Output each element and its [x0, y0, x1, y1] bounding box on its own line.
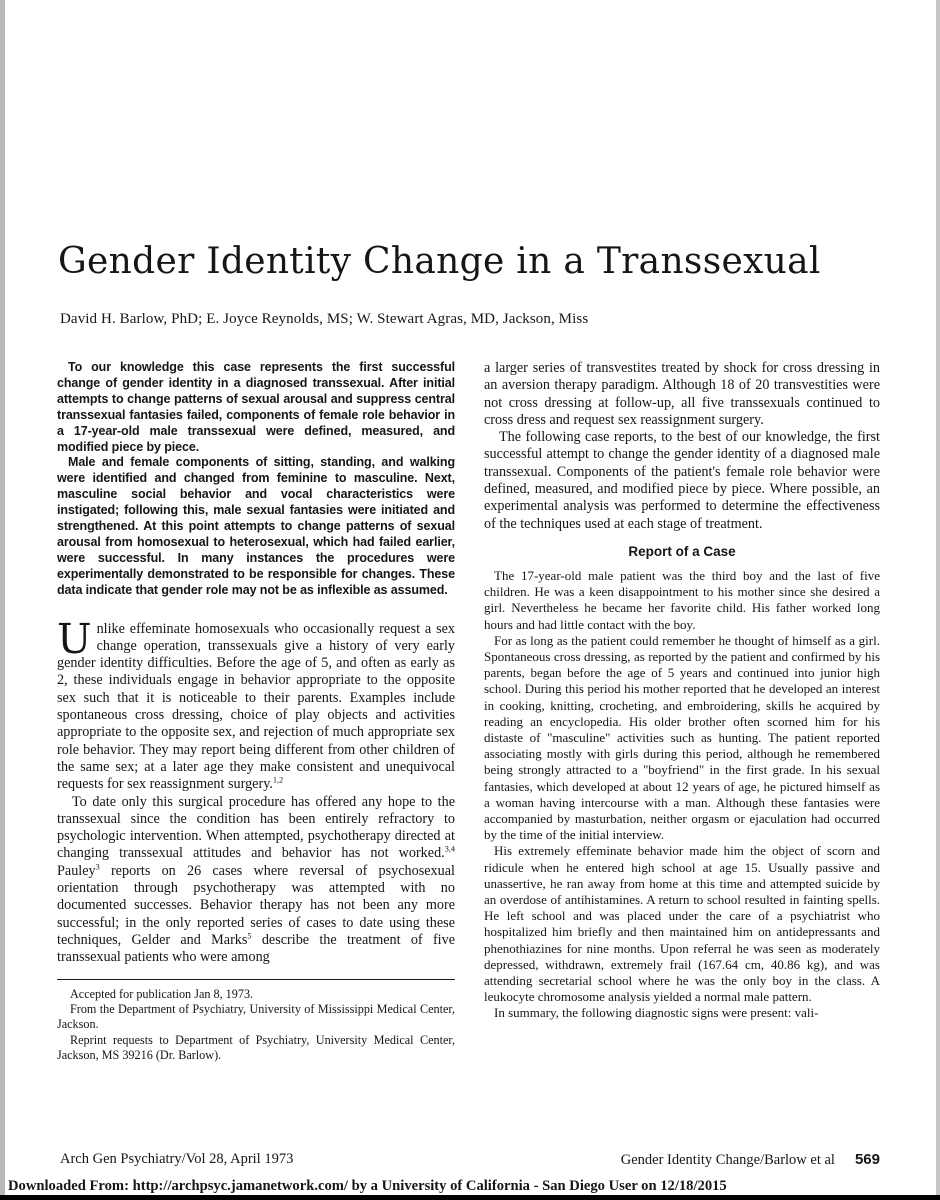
citation-sup-gelder-marks: 5	[247, 931, 252, 941]
case-para-1: The 17-year-old male patient was the third boy and the last of five children. He was a keen disappointment to his mother since she desired a girl. Nevertheless he became her favorite child. His father worked long hours and had little contact with the boy.	[484, 567, 880, 632]
citation-sup-pauley: 3	[95, 862, 100, 872]
intro-para-1	[57, 614, 455, 794]
intro-para-2-seg-4: describe the treatment of five transsexual patients who were among	[57, 931, 456, 966]
case-para-3: His extremely effeminate behavior made him the object of scorn and ridicule when he entered high school at age 15. Usually passive and unassertive, he ran away from home at this time and attempted suicide by an overdose of antihistamines. A return to school resulted in fainting spells. He left school and was placed under the care of a psychiatrist who hospitalized him briefly and then maintained him on antidepressants and phenothiazines for nine months. Upon referral he was seen as moderately depressed, withdrawn, extremely frail (167.64 cm, 40.86 kg), and was attending secretarial school where he was the only boy in the class. A leukocyte chromosome analysis yielded a normal male pattern.	[484, 843, 880, 1005]
abstract-para-2: Male and female components of sitting, standing, and walking were identified and changed from feminine to masculine. Next, masculine social behavior and vocal characteristics were instigated; following this, male sexual fantasies were initiated and strengthened. At this point attempts to change patterns of sexual arousal from homosexual to heterosexual, which had failed earlier, were successful. In many instances the procedures were experimentally demonstrated to be responsible for changes. These data indicate that gender role may not be as inflexible as assumed.	[57, 455, 455, 597]
citation-sup-3-4: 3,4	[444, 844, 455, 854]
scan-edge-right	[936, 0, 940, 1200]
page-title: Gender Identity Change in a Transsexual	[58, 241, 821, 282]
left-column	[57, 360, 455, 1064]
footnote-block	[57, 979, 455, 1064]
intro-para-2	[57, 794, 455, 967]
abstract-para-1: To our knowledge this case represents the first successful change of gender identity in a diagnosed transsexual. After initial attempts to change patterns of sexual arousal and suppress central transsexual fantasies failed, components of female role behavior in a 17-year-old male transsexual were defined, measured, and modified piece by piece.	[57, 360, 455, 454]
intro-para-2-seg-3: reports on 26 cases where reversal of psychosexual orientation through psychotherapy was attempted with no documented successes. Behavior therapy has not been any more successful; in the only reported series of cases to date using these techniques, Gelder and Marks	[57, 862, 455, 948]
authors-line: David H. Barlow, PhD; E. Joyce Reynolds, MS; W. Stewart Agras, MD, Jackson, Miss	[60, 311, 589, 327]
footer-journal-citation: Arch Gen Psychiatry/Vol 28, April 1973	[60, 1151, 294, 1167]
case-para-2: For as long as the patient could remember he thought of himself as a girl. Spontaneous cross dressing, as reported by the patient and confirmed by his parents, began before the age of 5 years and continued into junior high school. During this period his mother reported that he developed an interest in cooking, knitting, crocheting, and embroidering, skills he acquired by reading an encyclopedia. His older brother often scorned him for his distaste of "masculine" activities such as hunting. The patient reported associating mostly with girls during this period, although he remembered being strongly attracted to a "boyfriend" in the first grade. In his sexual fantasies, which developed at about 12 years of age, he pictured himself as a woman having intercourse with a man. Although these fantasies were accompanied by masturbation, neither orgasm or ejaculation had occurred by the time of the initial interview.	[484, 632, 880, 843]
footer-running-head-group	[621, 1151, 880, 1169]
intro-para-3: a larger series of transvestites treated by shock for cross dressing in an aversion therapy paradigm. Although 18 of 20 transvestities were not cross dressing at follow-up, all five transsexuals continued to cross dress and request sex reassignment surgery.	[484, 360, 880, 428]
download-provenance-line: Downloaded From: http://archpsyc.jamanetwork.com/ by a University of California - San Diego User on 12/18/2015	[8, 1178, 727, 1194]
introduction-continued	[484, 360, 880, 533]
introduction-text	[57, 614, 456, 967]
footer-running-head: Gender Identity Change/Barlow et al	[620, 1152, 835, 1168]
scan-edge-left	[0, 0, 5, 1200]
right-column	[484, 360, 880, 1022]
intro-para-1-text: nlike effeminate homosexuals who occasionally request a sex change operation, transsexuals give a history of very early gender identity difficulties. Before the age of 5, and often as early as 2, these individuals engage in behavior appropriate to the opposite sex such that it is noticeable to their parents. Examples include spontaneous cross dressing, choice of play objects and activities appropriate to the opposite sex, and rejection of much appropriate sex role behavior. They may report being different from other children of the same sex; at a later age they make consistent and unequivocal requests for sex reassignment surgery.	[57, 620, 455, 793]
case-para-4: In summary, the following diagnostic signs were present: vali-	[494, 1005, 819, 1021]
drop-cap: U	[57, 614, 92, 663]
footnote-reprints: Reprint requests to Department of Psychiatry, University Medical Center, Jackson, MS 39216 (Dr. Barlow).	[57, 1032, 455, 1063]
case-report-text	[484, 568, 880, 1022]
intro-para-2-seg-1: To date only this surgical procedure has offered any hope to the transsexual since the condition has been entirely refractory to psychologic intervention. When attempted, psychotherapy directed at changing transsexual attitudes and behavior has not worked.	[57, 793, 455, 862]
footnote-accepted: Accepted for publication Jan 8, 1973.	[70, 986, 254, 1001]
section-heading-report-of-a-case: Report of a Case	[628, 543, 736, 559]
footnote-affiliation: From the Department of Psychiatry, University of Mississippi Medical Center, Jackson.	[57, 1001, 455, 1032]
abstract-block	[57, 360, 455, 599]
footer-page-number: 569	[854, 1151, 880, 1168]
intro-para-2-seg-2: Pauley	[57, 862, 96, 879]
citation-sup-1-2: 1,2	[272, 775, 284, 785]
intro-para-4: The following case reports, to the best of our knowledge, the first successful attempt to change the gender identity of a diagnosed male transsexual. Components of the patient's female role behavior were defined, measured, and modified piece by piece. Where possible, an experimental analysis was performed to determine the effectiveness of the techniques used at each stage of treatment.	[484, 429, 880, 532]
scan-bottom-bar	[0, 1195, 940, 1200]
